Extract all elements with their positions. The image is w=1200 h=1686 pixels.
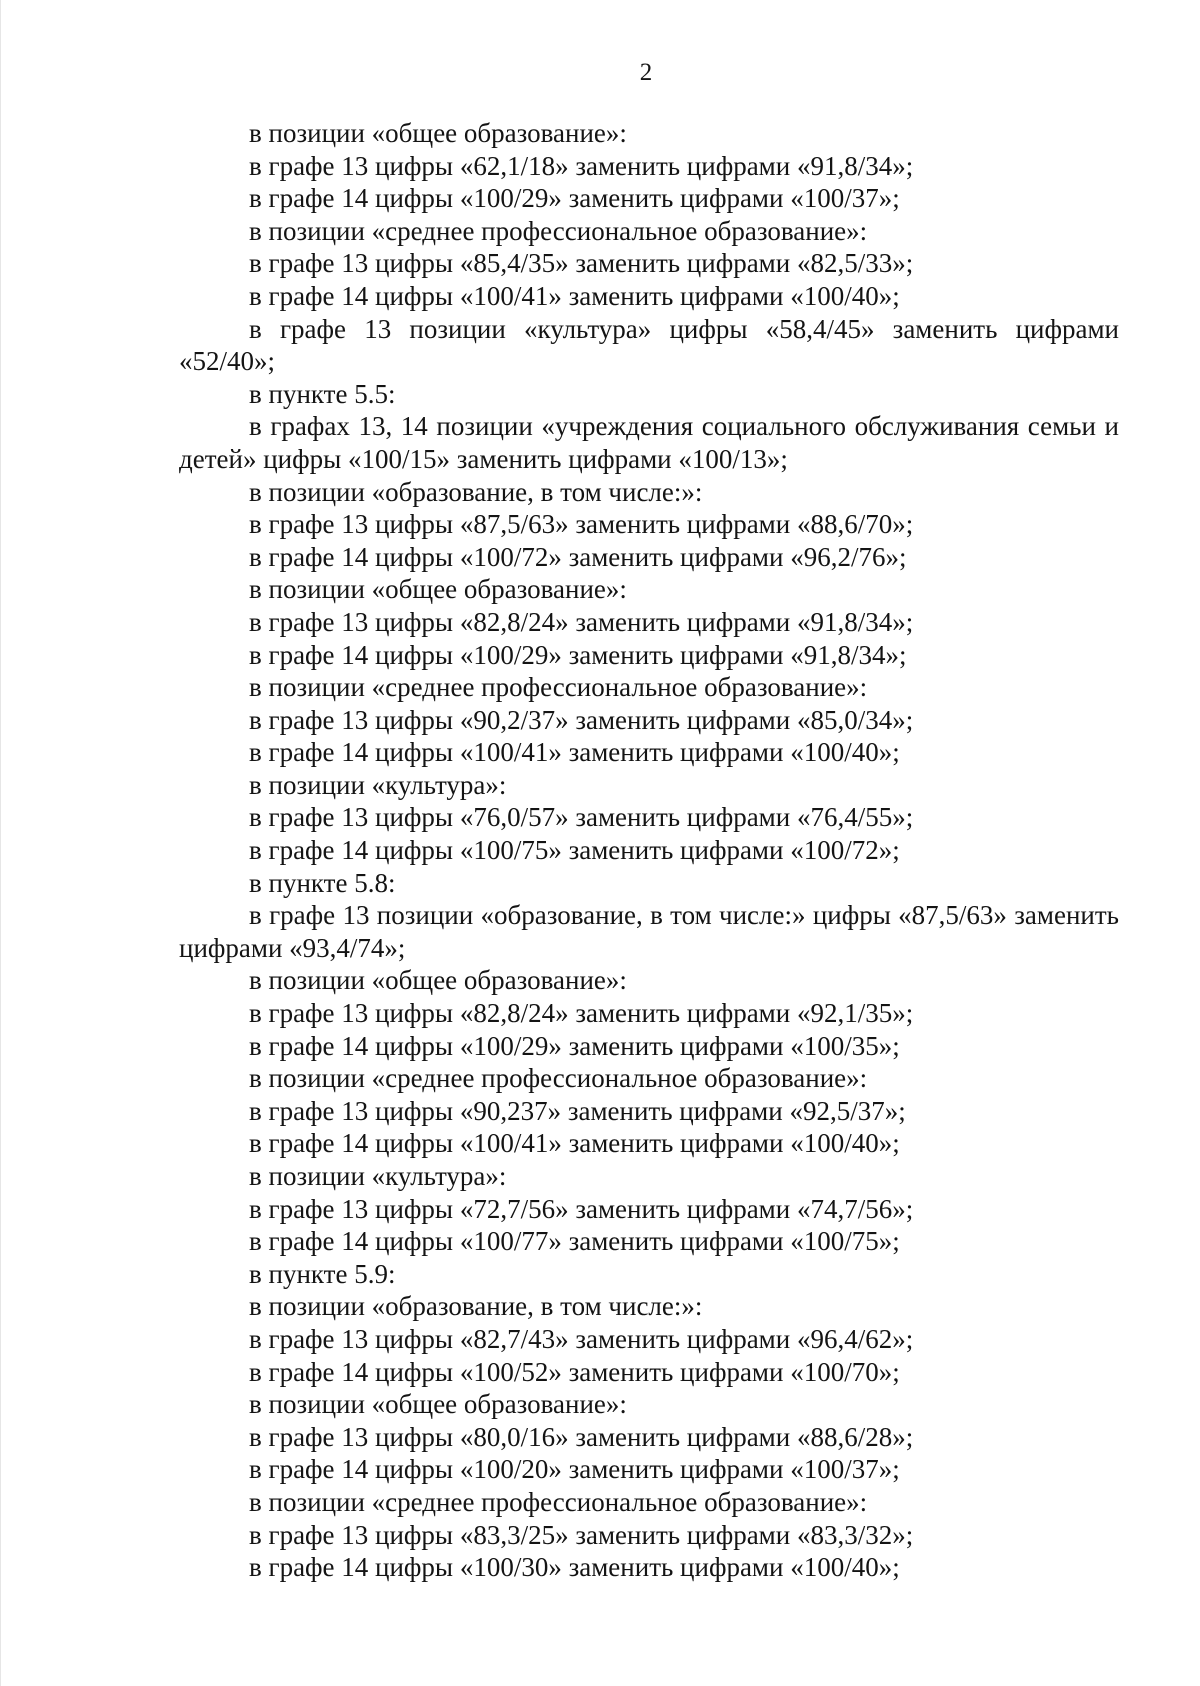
paragraph: в графе 14 цифры «100/20» заменить цифрами «100/37»;	[249, 1454, 900, 1485]
paragraph: в графе 13 позиции «образование, в том числе:» цифры «87,5/63» заменить цифрами «93,4/74»;	[179, 900, 1119, 963]
paragraph: в позиции «общее образование»:	[249, 965, 627, 996]
paragraph: в графе 14 цифры «100/72» заменить цифрами «96,2/76»;	[249, 541, 907, 572]
paragraph: в пункте 5.5:	[249, 378, 396, 409]
paragraph: в графе 14 цифры «100/29» заменить цифрами «91,8/34»;	[249, 639, 907, 670]
paragraph: в позиции «среднее профессиональное образование»:	[249, 1486, 868, 1517]
paragraph: в графе 13 цифры «87,5/63» заменить цифрами «88,6/70»;	[249, 509, 914, 540]
paragraph: в графе 13 цифры «80,0/16» заменить цифрами «88,6/28»;	[249, 1421, 914, 1452]
paragraph: в позиции «среднее профессиональное образование»:	[249, 1063, 868, 1094]
paragraph: в графе 14 цифры «100/41» заменить цифрами «100/40»;	[249, 737, 900, 768]
paragraph: в позиции «общее образование»:	[249, 1389, 627, 1420]
paragraph: в позиции «среднее профессиональное образование»:	[249, 672, 868, 703]
paragraph: в графе 14 цифры «100/41» заменить цифрами «100/40»;	[249, 1128, 900, 1159]
paragraph: в графе 14 цифры «100/29» заменить цифрами «100/37»;	[249, 183, 900, 214]
paragraph: в графе 13 цифры «83,3/25» заменить цифрами «83,3/32»;	[249, 1519, 914, 1550]
paragraph: в позиции «культура»:	[249, 769, 507, 800]
paragraph: в графе 13 цифры «90,2/37» заменить цифрами «85,0/34»;	[249, 704, 914, 735]
paragraph: в графе 14 цифры «100/52» заменить цифрами «100/70»;	[249, 1356, 900, 1387]
paragraph: в графе 13 цифры «62,1/18» заменить цифрами «91,8/34»;	[249, 150, 914, 181]
paragraph: в графе 13 цифры «85,4/35» заменить цифрами «82,5/33»;	[249, 248, 914, 279]
paragraph: в графе 14 цифры «100/29» заменить цифрами «100/35»;	[249, 1030, 900, 1061]
page-number: 2	[639, 59, 653, 86]
paragraph: в позиции «культура»:	[249, 1161, 507, 1191]
paragraph: в графе 13 цифры «90,237» заменить цифрами «92,5/37»;	[249, 1095, 906, 1126]
paragraph: в графе 13 позиции «культура» цифры «58,4/45» заменить цифрами «52/40»;	[179, 313, 1119, 377]
paragraph: в графе 13 цифры «76,0/57» заменить цифрами «76,4/55»;	[249, 802, 914, 833]
paragraph: в позиции «образование, в том числе:»:	[249, 476, 703, 507]
paragraph: в позиции «среднее профессиональное образование»:	[249, 215, 868, 246]
paragraph: в графе 14 цифры «100/30» заменить цифрами «100/40»;	[249, 1552, 900, 1583]
paragraph: в графе 13 цифры «82,8/24» заменить цифрами «91,8/34»;	[249, 606, 914, 637]
paragraph: в графе 13 цифры «72,7/56» заменить цифрами «74,7/56»;	[249, 1193, 914, 1224]
paragraph: в позиции «образование, в том числе:»:	[249, 1291, 703, 1322]
paragraph: в графе 14 цифры «100/41» заменить цифрами «100/40»;	[249, 280, 900, 311]
paragraph: в графах 13, 14 позиции «учреждения социального обслуживания семьи и детей» цифры «100/15» заменить цифрами «100/13»;	[179, 411, 1119, 474]
paragraph: в графе 13 цифры «82,7/43» заменить цифрами «96,4/62»;	[249, 1323, 914, 1354]
paragraph: в позиции «общее образование»:	[249, 574, 627, 605]
paragraph: в графе 14 цифры «100/75» заменить цифрами «100/72»;	[249, 835, 900, 866]
paragraph: в пункте 5.8:	[249, 867, 396, 898]
paragraph: в пункте 5.9:	[249, 1258, 396, 1289]
document-body	[179, 117, 1119, 1584]
paragraph: в позиции «общее образование»:	[249, 118, 627, 148]
paragraph: в графе 14 цифры «100/77» заменить цифрами «100/75»;	[249, 1226, 900, 1257]
paragraph: в графе 13 цифры «82,8/24» заменить цифрами «92,1/35»;	[249, 998, 914, 1029]
